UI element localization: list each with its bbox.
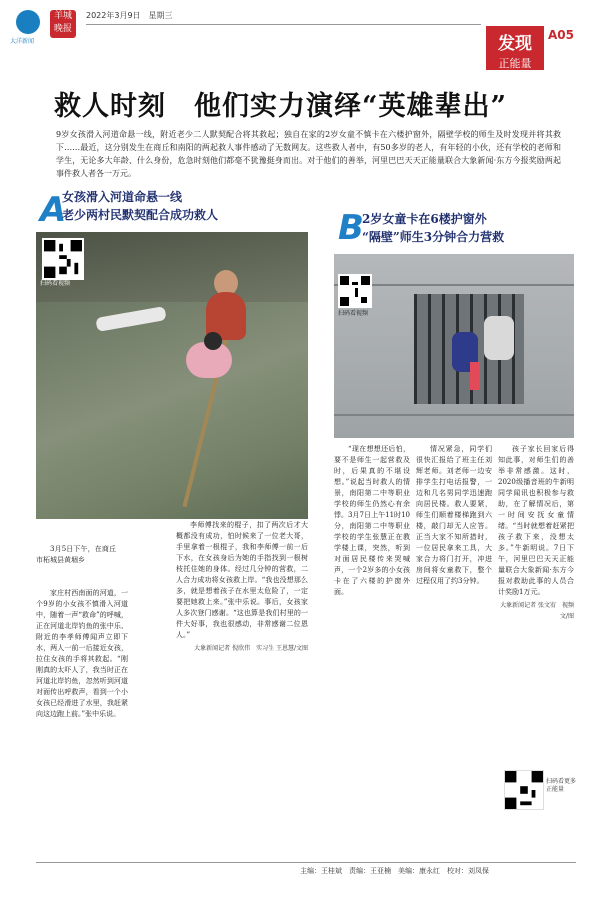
- qr-code-icon[interactable]: [338, 274, 372, 308]
- share-qr-caption: 扫码看更多正能量: [546, 778, 577, 793]
- qr-code-icon[interactable]: [504, 770, 544, 810]
- story-b-subtitle: “隔壁”师生3分钟合力营救: [362, 230, 505, 244]
- story-a-intro: 3月5日下午，在商丘市柘城县黄堌乡: [36, 545, 116, 564]
- story-b-paragraph: “现在想想还后怕，要不是师生一起营救及时，后果真的不堪设想。”说起当时救人的情景，南阳第二中等职业学校的师生仍然心有余悸。3月7日上午11时10分，南阳第二中等职业学校的学生张慧正在教学楼上课，突然，听到对面居民楼传来哭喊声，一个2岁多的小女孩卡在了六楼的护窗外面。: [334, 445, 410, 596]
- qr-caption: 扫码看视频: [338, 310, 369, 317]
- masthead-seal: 羊城晚报: [50, 10, 76, 38]
- story-a-title: 女孩滑入河道命悬一线: [62, 190, 183, 204]
- brand-name: 大洋新闻: [10, 38, 35, 45]
- story-b-byline: 大象新闻记者 张文宥 视频 文/图: [500, 602, 574, 620]
- story-b-paragraph: 情况紧急，同学们很快汇报给了班主任刘辉老师。刘老师一边安排学生打电话报警，一边和几名男同学迅速跑向居民楼。救人要紧，师生们顺着楼梯跑到六楼，敲门却无人应答。正当大家不知所措时，一位居民拿来工具，大家合力将门打开，冲进房间将女童救下，整个过程仅用了约3分钟。: [416, 445, 492, 585]
- story-a-paragraph: 李师傅找来的棍子，扣了两次后才大概都没有成功，怕时候来了一位老大哥，手里拿着一根棍子，我和李师傅一前一后下水，在女孩身后为她的手指找到一根树枝托住她的身体。经过几分钟的营救，二人合力成功将女孩救上岸。“我也没想那么多，就是想着孩子在水里太危险了，一定要把她救上来。”张中乐说。事后，女孩家人多次登门感谢。“这也算是我们村里的一件大好事，我也很感动，非常感谢二位恩人。”: [176, 521, 308, 639]
- lead-paragraph: 9岁女孩滑入河道命悬一线，附近老少二人默契配合将其救起；独自在家的2岁女童不慎卡在六楼护窗外，隔壁学校的师生及时发现并将其救下……最近，这分别发生在商丘和南阳的两起救人事件感动了无数网友。这些救人者中，有50多岁的老人，有年轻的小伙，还有学校的老师和学生，无论多大年龄、什么身份，危急时刻他们都毫不犹豫挺身而出。对于他们的善举，河里巴巴天天正能量联合大象新闻·东方今报奖励两起事件救人者各一万元。: [56, 130, 561, 178]
- story-b-letter: B: [338, 208, 364, 248]
- qr-caption: 扫码看视频: [40, 280, 71, 287]
- girl-head: [204, 332, 222, 350]
- story-a-column-2: [176, 520, 308, 654]
- building-ledge: [334, 414, 574, 416]
- story-a-paragraph: 家庄村西南面的河道，一个9岁的小女孩不慎滑入河道中，随着一声“救命”的呼喊，正在河道北岸钓鱼的张中乐、附近的李孝师傅闻声立即下水，两人一前一后接近女孩，拉住女孩的手将其救起。“刚刚真的太吓人了，我当时正在河道北岸钓鱼，忽然听到河道对面传出呼救声，看到一个小女孩已经滑进了水里，我赶紧向这边跑上前。”张中乐说。: [36, 589, 128, 718]
- story-b-paragraph: 孩子家长回家后得知此事，对师生们的善举非常感激。这时，2020级播音班的牛新明同学闻讯也积极参与救助，在了解情况后，第一时间安抚女童情绪。“当时就想着赶紧把孩子救下来，没想太多。”牛新明说。7日下午，河里巴巴天天正能量联合大象新闻·东方今报对救助此事的人员合计奖励1万元。: [498, 445, 574, 596]
- page-number: A05: [548, 28, 574, 42]
- qr-code-icon[interactable]: [42, 238, 84, 280]
- newspaper-logo-icon: [16, 10, 40, 34]
- story-b-column-2: [416, 444, 492, 587]
- window-rescue-photo: [334, 254, 574, 438]
- story-b-column-3: [498, 444, 574, 622]
- section-sub-label: 正能量: [498, 57, 532, 70]
- story-a-column-1: [36, 588, 128, 720]
- top-divider: [86, 24, 481, 25]
- story-b-column-1: [334, 444, 410, 598]
- teacher-figure: [484, 316, 514, 360]
- story-a-byline: 大象新闻记者 倪欣伟 实习生 王恩慧/文图: [194, 645, 308, 652]
- story-a-subtitle: 老少两村民默契配合成功救人: [62, 208, 219, 222]
- bottom-divider: [36, 862, 576, 863]
- river-rescue-photo: [36, 232, 308, 519]
- section-badge: [486, 26, 544, 70]
- story-b-title: 2岁女童卡在6楼护窗外: [362, 212, 487, 226]
- floating-debris: [95, 306, 166, 332]
- editor-credits: 主编：王桂斌 责编：王亚楠 美编：康永红 校对：刘凤保: [300, 867, 489, 875]
- child-leg: [470, 362, 480, 390]
- story-a-letter: A: [40, 190, 67, 230]
- story-a-column-intro: [36, 544, 116, 566]
- page-headline: 救人时刻 他们实力演绎“英雄辈出”: [54, 91, 508, 122]
- issue-date: 2022年3月9日 星期三: [86, 11, 173, 20]
- section-main-label: 发现: [498, 34, 532, 54]
